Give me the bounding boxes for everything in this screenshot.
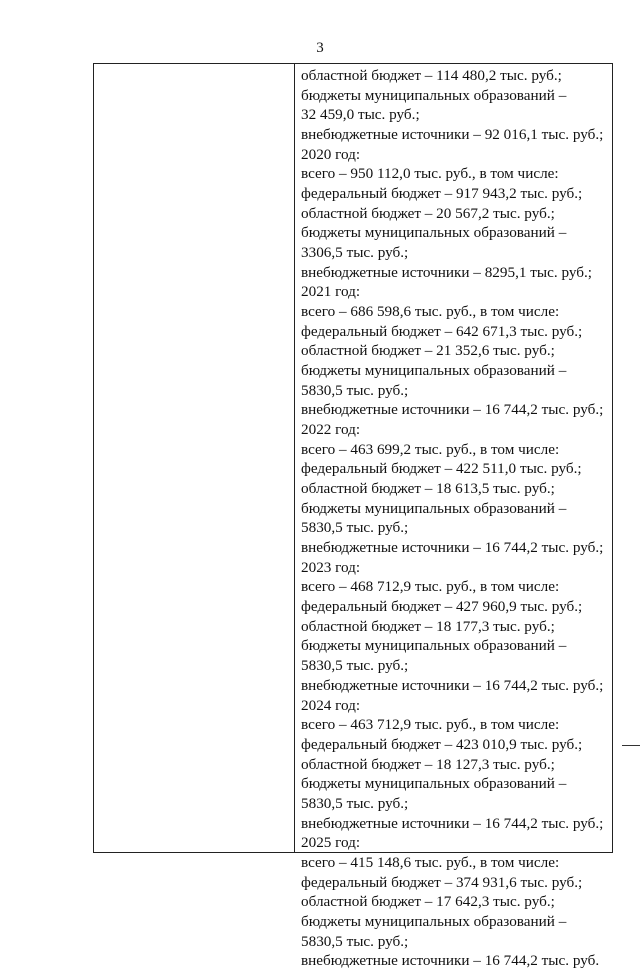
text-line: областной бюджет – 17 642,3 тыс. руб.;: [301, 893, 555, 911]
text-line: бюджеты муниципальных образований –: [301, 362, 567, 380]
text-line: бюджеты муниципальных образований –: [301, 775, 567, 793]
margin-scan-mark: [622, 745, 640, 746]
text-line: всего – 950 112,0 тыс. руб., в том числе:: [301, 165, 559, 183]
text-line: внебюджетные источники – 16 744,2 тыс. руб.: [301, 952, 600, 970]
text-line: всего – 463 699,2 тыс. руб., в том числе:: [301, 440, 560, 458]
text-line: федеральный бюджет – 427 960,9 тыс. руб.;: [301, 598, 583, 616]
table-right-cell: [295, 64, 612, 970]
text-line: внебюджетные источники – 92 016,1 тыс. руб.;: [301, 126, 604, 144]
text-line: областной бюджет – 114 480,2 тыс. руб.;: [301, 67, 562, 84]
text-line: федеральный бюджет – 374 931,6 тыс. руб.;: [301, 873, 583, 891]
text-line: бюджеты муниципальных образований –: [301, 499, 567, 517]
text-line: внебюджетные источники – 16 744,2 тыс. руб.;: [301, 401, 604, 419]
text-line: областной бюджет – 21 352,6 тыс. руб.;: [301, 342, 555, 360]
text-line: внебюджетные источники – 16 744,2 тыс. руб.;: [301, 676, 604, 694]
text-line: бюджеты муниципальных образований –: [301, 86, 567, 104]
text-line: федеральный бюджет – 423 010,9 тыс. руб.;: [301, 735, 583, 753]
text-line: бюджеты муниципальных образований –: [301, 637, 567, 655]
year-heading: 2023 год:: [301, 558, 361, 576]
text-line: 5830,5 тыс. руб.;: [301, 519, 409, 537]
text-line: федеральный бюджет – 642 671,3 тыс. руб.;: [301, 322, 583, 340]
text-line: бюджеты муниципальных образований –: [301, 224, 567, 242]
text-line: всего – 686 598,6 тыс. руб., в том числе:: [301, 303, 560, 321]
text-line: всего – 468 712,9 тыс. руб., в том числе:: [301, 578, 560, 596]
text-line: федеральный бюджет – 422 511,0 тыс. руб.;: [301, 460, 582, 478]
table-left-cell: [94, 64, 295, 852]
text-line: бюджеты муниципальных образований –: [301, 912, 567, 930]
text-line: областной бюджет – 18 127,3 тыс. руб.;: [301, 755, 555, 773]
year-heading: 2025 год:: [301, 834, 361, 852]
text-line: внебюджетные источники – 8295,1 тыс. руб.;: [301, 263, 592, 281]
text-line: 5830,5 тыс. руб.;: [301, 932, 409, 950]
year-heading: 2024 год:: [301, 696, 361, 714]
text-line: внебюджетные источники – 16 744,2 тыс. руб.;: [301, 539, 604, 557]
text-line: 5830,5 тыс. руб.;: [301, 381, 409, 399]
text-line: внебюджетные источники – 16 744,2 тыс. руб.;: [301, 814, 604, 832]
text-line: областной бюджет – 20 567,2 тыс. руб.;: [301, 204, 555, 222]
funding-table: [93, 63, 613, 970]
text-line: всего – 463 712,9 тыс. руб., в том числе:: [301, 716, 560, 734]
text-line: 3306,5 тыс. руб.;: [301, 244, 409, 262]
year-heading: 2022 год:: [301, 421, 361, 439]
text-line: федеральный бюджет – 917 943,2 тыс. руб.;: [301, 185, 583, 203]
text-line: 5830,5 тыс. руб.;: [301, 657, 409, 675]
page-number: 3: [316, 40, 324, 56]
text-line: 5830,5 тыс. руб.;: [301, 794, 409, 812]
year-heading: 2021 год:: [301, 283, 361, 301]
text-line: 32 459,0 тыс. руб.;: [301, 106, 420, 124]
year-heading: 2020 год:: [301, 145, 361, 163]
text-line: областной бюджет – 18 613,5 тыс. руб.;: [301, 480, 555, 498]
text-line: всего – 415 148,6 тыс. руб., в том числе:: [301, 853, 560, 871]
text-line: областной бюджет – 18 177,3 тыс. руб.;: [301, 617, 555, 635]
